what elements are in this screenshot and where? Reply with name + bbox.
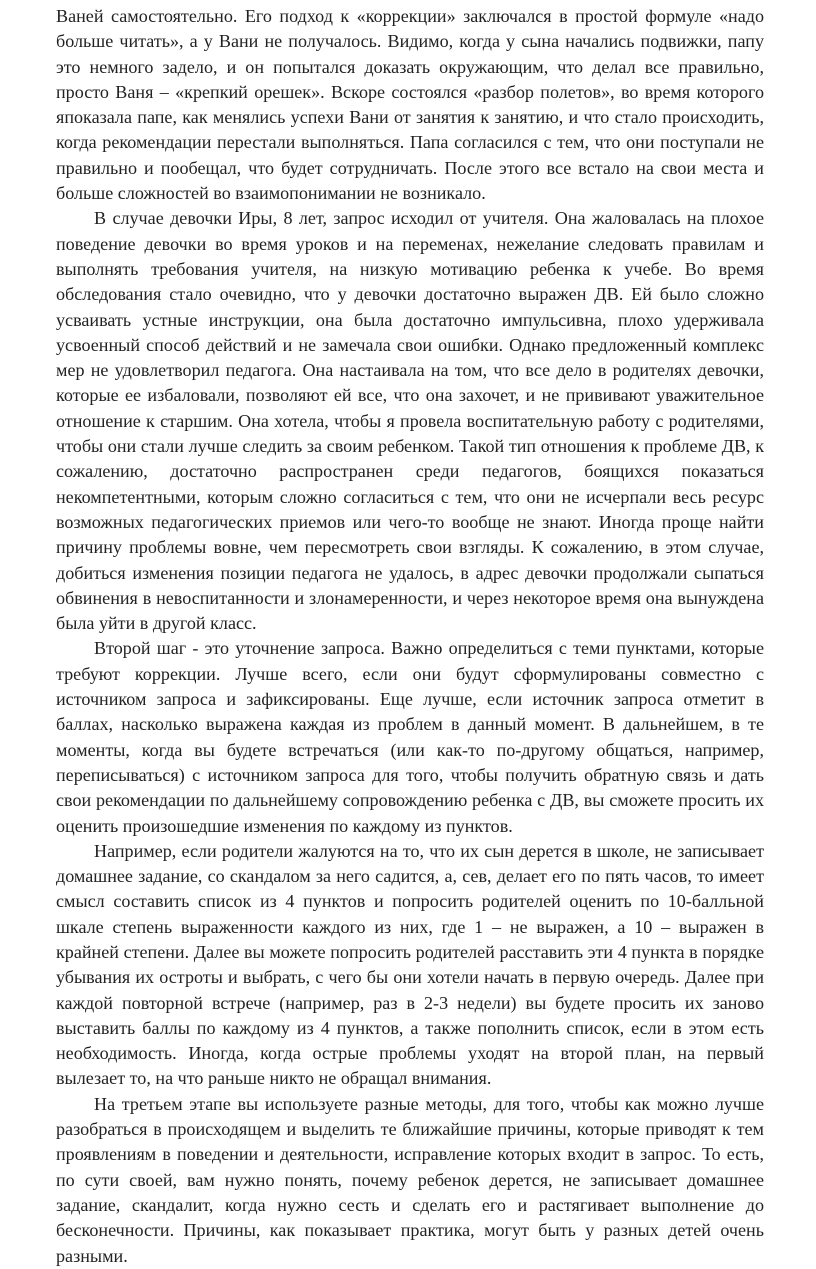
paragraph-continuation: Ваней самостоятельно. Его подход к «коррекции» заключался в простой формуле «надо больше читать», а у Вани не получалось. Видимо, когда у сына начались подвижки, папу это немного задело, и он попытался доказать окружающим, что делал все правильно, просто Ваня – «крепкий орешек». Вскоре состоялся «разбор полетов», во время которого япоказала папе, как менялись успехи Вани от занятия к занятию, и что стало происходить, когда рекомендации перестали выполняться. Папа согласился с тем, что они поступали не правильно и пообещал, что будет сотрудничать. После этого все встало на свои места и больше сложностей во взаимопонимании не возникало. [56, 6, 764, 204]
paragraph-second-step: Второй шаг - это уточнение запроса. Важно определиться с теми пунктами, которые требуют коррекции. Лучше всего, если они будут сформулированы совместно с источником запроса и зафиксированы. Еще лучше, если источник запроса отметит в баллах, насколько выражена каждая из проблем в данный момент. В дальнейшем, в те моменты, когда вы будете встречаться (или как-то по-другому общаться, например, переписываться) с источником запроса для того, чтобы получить обратную связь и дать свои рекомендации по дальнейшему сопровождению ребенка с ДВ, вы сможете просить их оценить произошедшие изменения по каждому из пунктов. [56, 638, 764, 836]
paragraph-example: Например, если родители жалуются на то, что их сын дерется в школе, не записывает домашнее задание, со скандалом за него садится, а, сев, делает его по пять часов, то имеет смысл составить список из 4 пунктов и попросить родителей оценить по 10-балльной шкале степень выраженности каждого из них, где 1 – не выражен, а 10 – выражен в крайней степени. Далее вы можете попросить родителей расставить эти 4 пункта в порядке убывания их остроты и выбрать, с чего бы они хотели начать в первую очередь. Далее при каждой повторной встрече (например, раз в 2-3 недели) вы будете просить их заново выставить баллы по каждому из 4 пунктов, а также пополнить список, если в этом есть необходимость. Иногда, когда острые проблемы уходят на второй план, на первый вылезает то, на что раньше никто не обращал внимания. [56, 840, 764, 1089]
paragraph-third-stage: На третьем этапе вы используете разные методы, для того, чтобы как можно лучше разобраться в происходящем и выделить те ближайшие причины, которые приводят к тем проявлениям в поведении и деятельности, исправление которых входит в запрос. То есть, по сути своей, вам нужно понять, почему ребенок дерется, не записывает домашнее задание, скандалит, когда нужно сесть и сделать его и растягивает выполнение до бесконечности. Причины, как показывает практика, могут быть у разных детей очень разными. [56, 1093, 764, 1266]
paragraph-ira-case: В случае девочки Иры, 8 лет, запрос исходил от учителя. Она жаловалась на плохое поведение девочки во время уроков и на переменах, нежелание следовать правилам и выполнять требования учителя, на низкую мотивацию ребенка к учебе. Во время обследования стало очевидно, что у девочки достаточно выражен ДВ. Ей было сложно усваивать устные инструкции, она была достаточно импульсивна, плохо удерживала усвоенный способ действий и не замечала свои ошибки. Однако предложенный комплекс мер не удовлетворил педагога. Она настаивала на том, что все дело в родителях девочки, которые ее избаловали, позволяют ей все, что она захочет, и не прививают уважительное отношение к старшим. Она хотела, чтобы я провела воспитательную работу с родителями, чтобы они стали лучше следить за своим ребенком. Такой тип отношения к проблеме ДВ, к сожалению, достаточно распространен среди педагогов, боящихся показаться некомпетентными, которым сложно согласиться с тем, что они не исчерпали весь ресурс возможных педагогических приемов или чего-то вообще не знают. Иногда проще найти причину проблемы вовне, чем пересмотреть свои взгляды. К сожалению, в этом случае, добиться изменения позиции педагога не удалось, в адрес девочки продолжали сыпаться обвинения в невоспитанности и злонамеренности, и через некоторое время она вынуждена была уйти в другой класс. [56, 208, 764, 634]
document-page [56, 4, 764, 1269]
